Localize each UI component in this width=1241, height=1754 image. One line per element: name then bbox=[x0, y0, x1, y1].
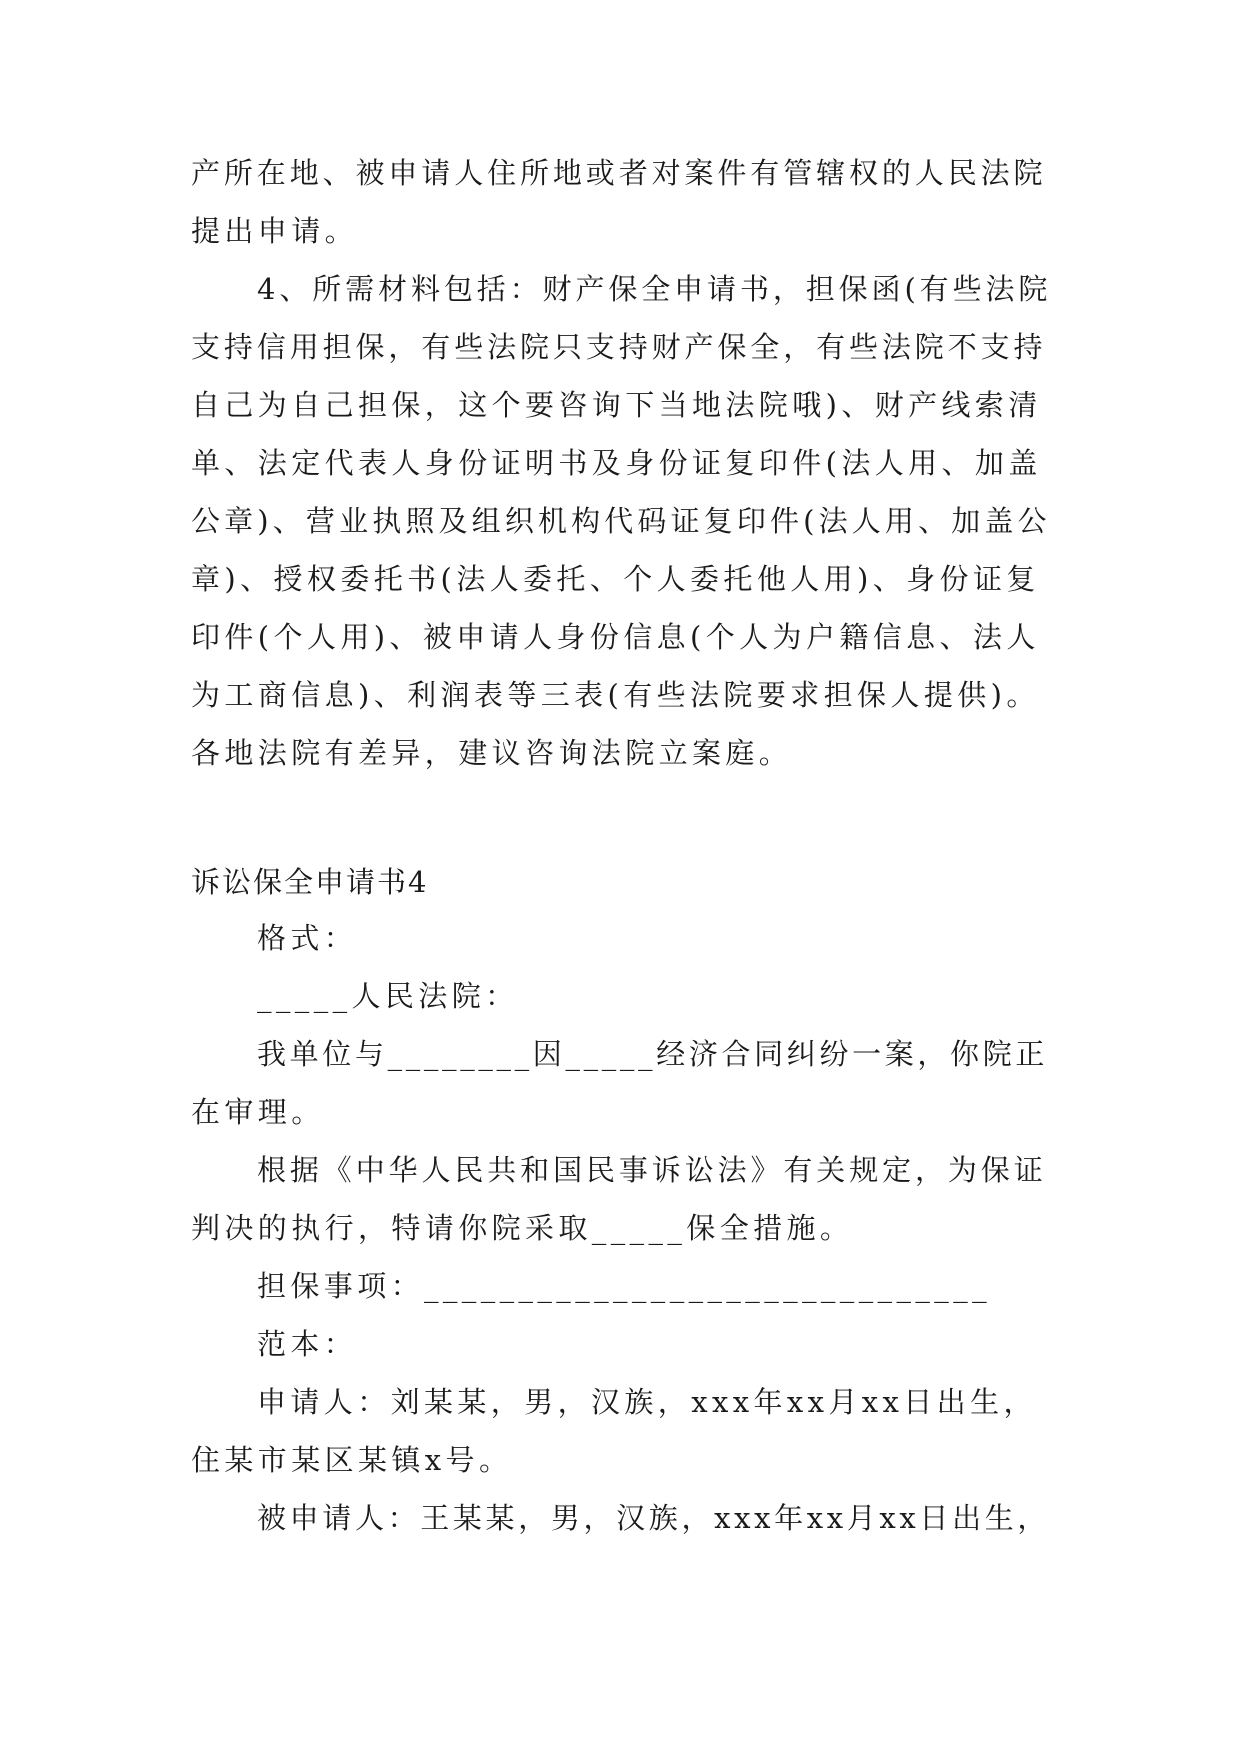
paragraph-line: 判决的执行，特请你院采取_____保全措施。 bbox=[191, 1211, 854, 1245]
paragraph-line: 根据《中华人民共和国民事诉讼法》有关规定，为保证 bbox=[257, 1153, 1047, 1187]
paragraph-line: 我单位与________因_____经济合同纠纷一案，你院正 bbox=[257, 1037, 1049, 1071]
paragraph-line: 提出申请。 bbox=[191, 214, 359, 248]
paragraph-line: 在审理。 bbox=[191, 1095, 325, 1129]
paragraph-line: 印件(个人用)、被申请人身份信息(个人为户籍信息、法人 bbox=[191, 620, 1040, 654]
paragraph-line: 4、所需材料包括：财产保全申请书，担保函(有些法院 bbox=[257, 272, 1052, 306]
paragraph-line: 各地法院有差异，建议咨询法院立案庭。 bbox=[191, 736, 793, 770]
paragraph-line: 担保事项：______________________________ bbox=[257, 1269, 991, 1303]
section-heading: 诉讼保全申请书4 bbox=[191, 865, 429, 899]
paragraph-line: 为工商信息)、利润表等三表(有些法院要求担保人提供)。 bbox=[191, 678, 1040, 712]
paragraph-line: 范本： bbox=[257, 1327, 358, 1361]
paragraph-line: 支持信用担保，有些法院只支持财产保全，有些法院不支持 bbox=[191, 330, 1047, 364]
paragraph-line: 住某市某区某镇x号。 bbox=[191, 1443, 513, 1477]
paragraph-line: _____人民法院： bbox=[257, 979, 519, 1013]
paragraph-line: 申请人：刘某某，男，汉族，xxx年xx月xx日出生， bbox=[257, 1385, 1037, 1419]
paragraph-line: 章)、授权委托书(法人委托、个人委托他人用)、身份证复 bbox=[191, 562, 1040, 596]
paragraph-line: 自己为自己担保，这个要咨询下当地法院哦)、财产线索清 bbox=[191, 388, 1042, 422]
paragraph-line: 被申请人：王某某，男，汉族，xxx年xx月xx日出生， bbox=[257, 1501, 1051, 1535]
paragraph-line: 公章)、营业执照及组织机构代码证复印件(法人用、加盖公 bbox=[191, 504, 1051, 538]
paragraph-line: 格式： bbox=[257, 921, 358, 955]
paragraph-line: 产所在地、被申请人住所地或者对案件有管辖权的人民法院 bbox=[191, 156, 1047, 190]
paragraph-line: 单、法定代表人身份证明书及身份证复印件(法人用、加盖 bbox=[191, 446, 1042, 480]
